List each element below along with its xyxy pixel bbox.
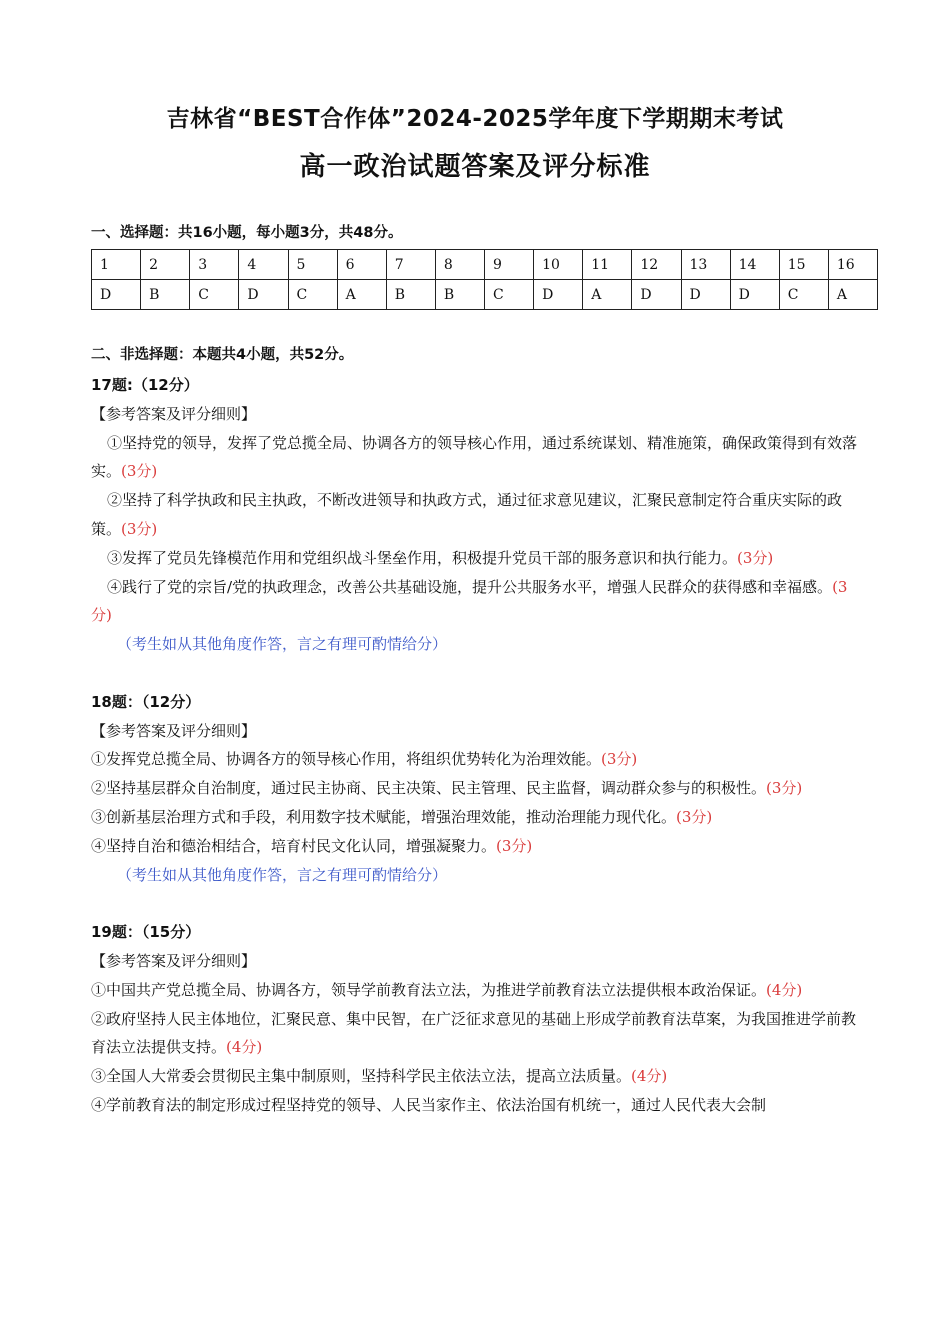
score-label: (3分) [121,519,158,538]
answer-cell: D [239,280,288,310]
q17-title: 17题:（12分） [91,376,199,394]
score-label: (3分) [121,462,158,481]
q18-point-3 [91,803,863,832]
answer-text: ①发挥党总揽全局、协调各方的领导核心作用，将组织优势转化为治理效能。 [91,750,602,769]
answer-text: ④践行了党的宗旨/党的执政理念，改善公共基础设施，提升公共服务水平，增强人民群众的获得感和幸福感。 [107,577,833,596]
exam-title: 吉林省“BEST合作体”2024-2025学年度下学期期末考试 [166,106,784,132]
q18-point-1 [91,745,863,774]
answer-text: ③全国人大常委会贯彻民主集中制原则，坚持科学民主依法立法，提高立法质量。 [91,1067,632,1086]
answer-text: ③创新基层治理方式和手段，利用数字技术赋能，增强治理效能，推动治理能力现代化。 [91,807,677,826]
q19-point-3 [91,1062,863,1091]
score-label: (3分) [91,577,848,625]
q18-reference-label: 【参考答案及评分细则】 [91,721,257,740]
answer-cell: C [779,280,828,310]
section2-heading: 二、非选择题：本题共4小题，共52分。 [91,347,354,363]
q17-point-1 [91,429,863,487]
q19-title: 19题：（15分） [91,923,201,942]
question-number-cell: 2 [141,250,190,280]
q18-note: （考生如从其他角度作答，言之有理可酌情给分） [117,865,448,884]
question-number-cell: 5 [288,250,337,280]
answer-cell: A [828,280,877,310]
question-number-cell: 15 [779,250,828,280]
question-number-cell: 9 [485,250,534,280]
score-label: (4分) [226,1038,263,1057]
q19-point-2 [91,1005,863,1063]
question-number-cell: 1 [92,250,141,280]
question-number-cell: 11 [583,250,632,280]
question-number-cell: 3 [190,250,239,280]
answer-key-title: 高一政治试题答案及评分标准 [299,152,651,182]
question-number-cell: 7 [386,250,435,280]
question-number-cell: 6 [337,250,386,280]
answer-text: ①中国共产党总揽全局、协调各方，领导学前教育法立法，为推进学前教育法立法提供根本政治保证。 [91,980,767,999]
q19-point-4 [91,1091,863,1120]
question-number-cell: 13 [681,250,730,280]
answer-cell: D [730,280,779,310]
score-label: (3分) [737,548,774,567]
q18-point-2 [91,774,863,803]
q17-note: （考生如从其他角度作答，言之有理可酌情给分） [117,635,448,654]
answer-text: ④坚持自治和德治相结合，培育村民文化认同，增强凝聚力。 [91,836,497,855]
answer-cell: B [141,280,190,310]
score-label: (3分) [676,807,713,826]
q17-point-4 [91,573,863,631]
section1-heading: 一、选择题：共16小题，每小题3分，共48分。 [91,225,403,241]
question-number-cell: 4 [239,250,288,280]
answer-cell: A [337,280,386,310]
q19-reference-label: 【参考答案及评分细则】 [91,951,257,970]
answer-text: ①坚持党的领导，发挥了党总揽全局、协调各方的领导核心作用，通过系统谋划、精准施策，确保政策得到有效落实。 [91,433,858,481]
question-number-cell: 12 [632,250,681,280]
score-label: (3分) [601,750,638,769]
q18-title: 18题：（12分） [91,692,201,711]
non-choice-answers [91,371,863,1120]
score-label: (3分) [496,836,533,855]
q17-point-3 [91,544,863,573]
answer-text: ④学前教育法的制定形成过程坚持党的领导、人民当家作主、依法治国有机统一，通过人民代表大会制 [91,1095,767,1114]
question-number-cell: 10 [534,250,583,280]
question-number-cell: 8 [435,250,484,280]
answer-text: ②坚持了科学执政和民主执政，不断改进领导和执政方式，通过征求意见建议，汇聚民意制定符合重庆实际的政策。 [91,491,843,538]
answer-cell: A [583,280,632,310]
q18-point-4 [91,832,863,861]
score-label: (4分) [631,1067,668,1086]
answer-text: ③发挥了党员先锋模范作用和党组织战斗堡垒作用，积极提升党员干部的服务意识和执行能力。 [107,548,738,567]
q17-reference-label: 【参考答案及评分细则】 [91,404,257,423]
answer-cell: B [386,280,435,310]
answer-cell: D [632,280,681,310]
q17-point-2 [91,486,863,544]
score-label: (4分) [766,980,803,999]
q19-point-1 [91,976,863,1005]
answer-text: ②政府坚持人民主体地位，汇聚民意、集中民智，在广泛征求意见的基础上形成学前教育法草案，为我国推进学前教育法立法提供支持。 [91,1009,857,1057]
answer-row [92,280,878,310]
answer-cell: D [534,280,583,310]
answer-cell: D [681,280,730,310]
answer-cell: C [485,280,534,310]
answer-cell: D [92,280,141,310]
answer-cell: C [190,280,239,310]
question-number-row [92,250,878,280]
answer-cell: C [288,280,337,310]
question-number-cell: 14 [730,250,779,280]
score-label: (3分) [766,779,803,798]
answer-text: ②坚持基层群众自治制度，通过民主协商、民主决策、民主管理、民主监督，调动群众参与的积极性。 [91,779,767,798]
answer-cell: B [435,280,484,310]
question-number-cell: 16 [828,250,877,280]
answer-table [91,249,878,310]
